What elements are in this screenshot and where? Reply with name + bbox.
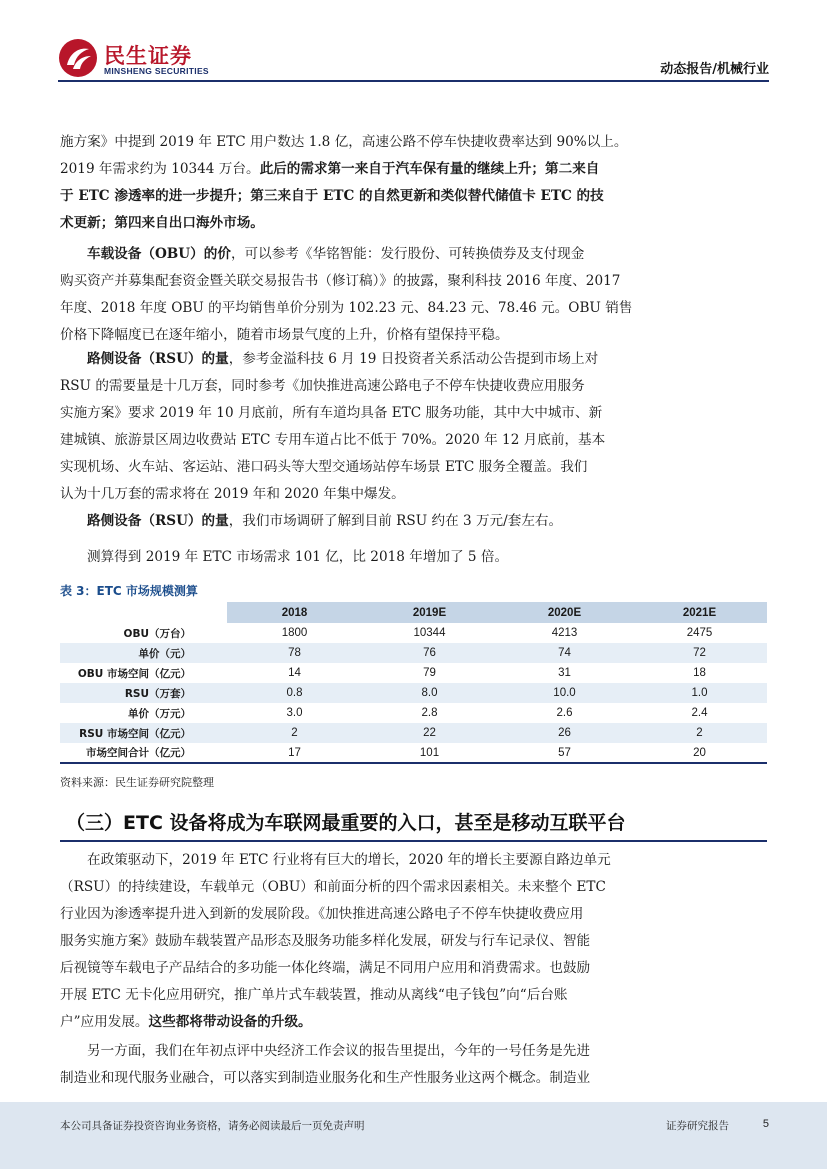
- table-source-note: 资料来源：民生证券研究院整理: [60, 776, 214, 789]
- header-divider: [58, 80, 769, 82]
- text-line: 制造业和现代服务业融合，可以落实到制造业服务化和生产性服务业这两个概念。制造业: [60, 1070, 591, 1086]
- bold-text-line: 于 ETC 渗透率的进一步提升；第三来自于 ETC 的自然更新和类似替代储值卡 ETC 的技: [60, 188, 604, 204]
- table-cell: 2475: [686, 627, 713, 639]
- table-cell: 18: [693, 667, 706, 679]
- logo-english-name: MINSHENG SECURITIES: [104, 66, 209, 76]
- table-cell: 101: [362, 743, 497, 763]
- row-label: OBU 市场空间（亿元）: [77, 667, 191, 680]
- table-cell: 0.8: [227, 683, 362, 703]
- text-line: RSU 的需要量是十几万套，同时参考《加快推进高速公路电子不停车快捷收费应用服务: [60, 378, 585, 394]
- row-label: RSU（万套）: [60, 683, 227, 703]
- table-header-cell: 2018: [227, 602, 362, 623]
- page-header: [0, 0, 827, 85]
- table-cell: 2.8: [421, 707, 438, 719]
- report-type-label: 动态报告/机械行业: [660, 62, 769, 77]
- row-label: 单价（万元）: [128, 707, 191, 720]
- section-heading: （三）ETC 设备将成为车联网最重要的入口，甚至是移动互联平台: [60, 808, 767, 842]
- etc-market-table: [60, 602, 767, 764]
- table-cell: 1800: [281, 627, 308, 639]
- page-number: 5: [762, 1118, 769, 1130]
- table-row: [60, 623, 767, 643]
- table-cell: 2: [632, 723, 767, 743]
- table-cell: 57: [497, 743, 632, 763]
- table-cell: 79: [423, 667, 436, 679]
- paragraph-manufacturing-service: [60, 1038, 767, 1092]
- text-line: [60, 346, 767, 373]
- row-label: 单价（元）: [60, 643, 227, 663]
- text-run: ，可以参考《华铭智能：发行股份、可转换债券及支付现金: [230, 246, 585, 262]
- footer-report-label: 证券研究报告: [666, 1120, 729, 1132]
- table-row: [60, 723, 767, 743]
- table-header-cell: 2020E: [497, 602, 632, 623]
- text-line: [60, 1038, 767, 1065]
- table-row: [60, 743, 767, 763]
- text-run: 另一方面，我们在年初点评中央经济工作会议的报告里提出，今年的一号任务是先进: [87, 1043, 590, 1059]
- paragraph-etc-demand: [60, 129, 767, 237]
- table-row: [60, 683, 767, 703]
- text-line: [60, 544, 767, 571]
- table-cell: 72: [632, 643, 767, 663]
- table-cell: 4213: [551, 627, 578, 639]
- text-line: 年度、2018 年度 OBU 的平均销售单价分别为 102.23 元、84.23 元、78.46 元。OBU 销售: [60, 300, 633, 316]
- table-header-cell: 2019E: [362, 602, 497, 623]
- paragraph-rsu-volume: [60, 346, 767, 508]
- table-cell: 2: [227, 723, 362, 743]
- table-header-cell: [60, 602, 227, 623]
- table-cell: 2.4: [691, 707, 708, 719]
- logo-chinese-name: 民生证券: [104, 44, 192, 68]
- page-footer: [0, 1102, 827, 1169]
- row-label: RSU 市场空间（亿元）: [60, 723, 227, 743]
- table-cell: 26: [497, 723, 632, 743]
- table-header-row: [60, 602, 767, 623]
- table-row: [60, 703, 767, 723]
- bold-lead-text: 路侧设备（RSU）的量: [87, 351, 229, 367]
- text-run: 在政策驱动下，2019 年 ETC 行业将有巨大的增长，2020 年的增长主要源自路边单元: [87, 852, 611, 868]
- text-line: [60, 156, 767, 183]
- text-line: 实施方案》要求 2019 年 10 月底前，所有车道均具备 ETC 服务功能，其中大中城市、新: [60, 405, 603, 421]
- text-run: 户”应用发展。: [60, 1014, 149, 1030]
- table-cell: 1.0: [632, 683, 767, 703]
- row-label: 市场空间合计（亿元）: [60, 743, 227, 763]
- table-cell: 14: [288, 667, 301, 679]
- text-line: 施方案》中提到 2019 年 ETC 用户数达 1.8 亿，高速公路不停车快捷收费率达到 90%以上。: [60, 134, 628, 150]
- table-header-cell: 2021E: [632, 602, 767, 623]
- text-line: [60, 1009, 767, 1036]
- text-line: 行业因为渗透率提升进入到新的发展阶段。《加快推进高速公路电子不停车快捷收费应用: [60, 906, 584, 922]
- table-title: 表 3：ETC 市场规模测算: [60, 584, 198, 598]
- bold-lead-text: 路侧设备（RSU）的量: [87, 513, 229, 529]
- text-line: 价格下降幅度已在逐年缩小，随着市场景气度的上升，价格有望保持平稳。: [60, 327, 509, 343]
- table-row: [60, 643, 767, 663]
- paragraph-obu-price: [60, 241, 767, 349]
- text-line: 建城镇、旅游景区周边收费站 ETC 专用车道占比不低于 70%。2020 年 12 月底前，基本: [60, 432, 606, 448]
- table-cell: 22: [362, 723, 497, 743]
- bold-text-run: 这些都将带动设备的升级。: [148, 1014, 312, 1030]
- minsheng-logo-icon: [58, 38, 98, 78]
- text-line: 认为十几万套的需求将在 2019 年和 2020 年集中爆发。: [60, 486, 405, 502]
- row-label: OBU（万台）: [123, 627, 191, 640]
- text-line: 服务实施方案》鼓励车载装置产品形态及服务功能多样化发展，研发与行车记录仪、智能: [60, 933, 591, 949]
- table-cell: 78: [227, 643, 362, 663]
- table-cell: 74: [497, 643, 632, 663]
- text-line: （RSU）的持续建设，车载单元（OBU）和前面分析的四个需求因素相关。未来整个 ETC: [60, 879, 606, 895]
- text-line: [60, 508, 767, 535]
- paragraph-rsu-price: [60, 508, 767, 535]
- paragraph-policy-driven: [60, 847, 767, 1036]
- text-line: 后视镜等车载电子产品结合的多功能一体化终端，满足不同用户应用和消费需求。也鼓励: [60, 960, 591, 976]
- text-run: ，我们市场调研了解到目前 RSU 约在 3 万元/套左右。: [228, 513, 563, 529]
- text-line: 购买资产并募集配套资金暨关联交易报告书（修订稿）》的披露，聚利科技 2016 年度、2017: [60, 273, 621, 289]
- table-cell: 2.6: [556, 707, 573, 719]
- text-line: 实现机场、火车站、客运站、港口码头等大型交通场站停车场景 ETC 服务全覆盖。我们: [60, 459, 588, 475]
- text-line: 开展 ETC 无卡化应用研究，推广单片式车载装置，推动从离线“电子钱包”向“后台账: [60, 987, 568, 1003]
- text-run: 测算得到 2019 年 ETC 市场需求 101 亿，比 2018 年增加了 5 倍。: [87, 549, 509, 565]
- table-cell: 31: [558, 667, 571, 679]
- table-cell: 10344: [413, 627, 446, 639]
- text-line: [60, 241, 767, 268]
- bold-text-run: 此后的需求第一来自于汽车保有量的继续上升；第二来自: [259, 161, 600, 177]
- text-run: 2019 年需求约为 10344 万台。: [60, 161, 260, 177]
- footer-disclaimer: 本公司具备证券投资咨询业务资格，请务必阅读最后一页免责声明: [60, 1120, 365, 1132]
- text-run: ，参考金溢科技 6 月 19 日投资者关系活动公告提到市场上对: [228, 351, 599, 367]
- table-row: [60, 663, 767, 683]
- paragraph-market-estimate: [60, 544, 767, 571]
- table-cell: 20: [632, 743, 767, 763]
- table-cell: 8.0: [362, 683, 497, 703]
- table-cell: 10.0: [497, 683, 632, 703]
- bold-lead-text: 车载设备（OBU）的价: [87, 246, 231, 262]
- bold-text-line: 术更新；第四来自出口海外市场。: [60, 215, 264, 231]
- table-cell: 17: [227, 743, 362, 763]
- table-cell: 3.0: [286, 707, 303, 719]
- text-line: [60, 847, 767, 874]
- table-cell: 76: [362, 643, 497, 663]
